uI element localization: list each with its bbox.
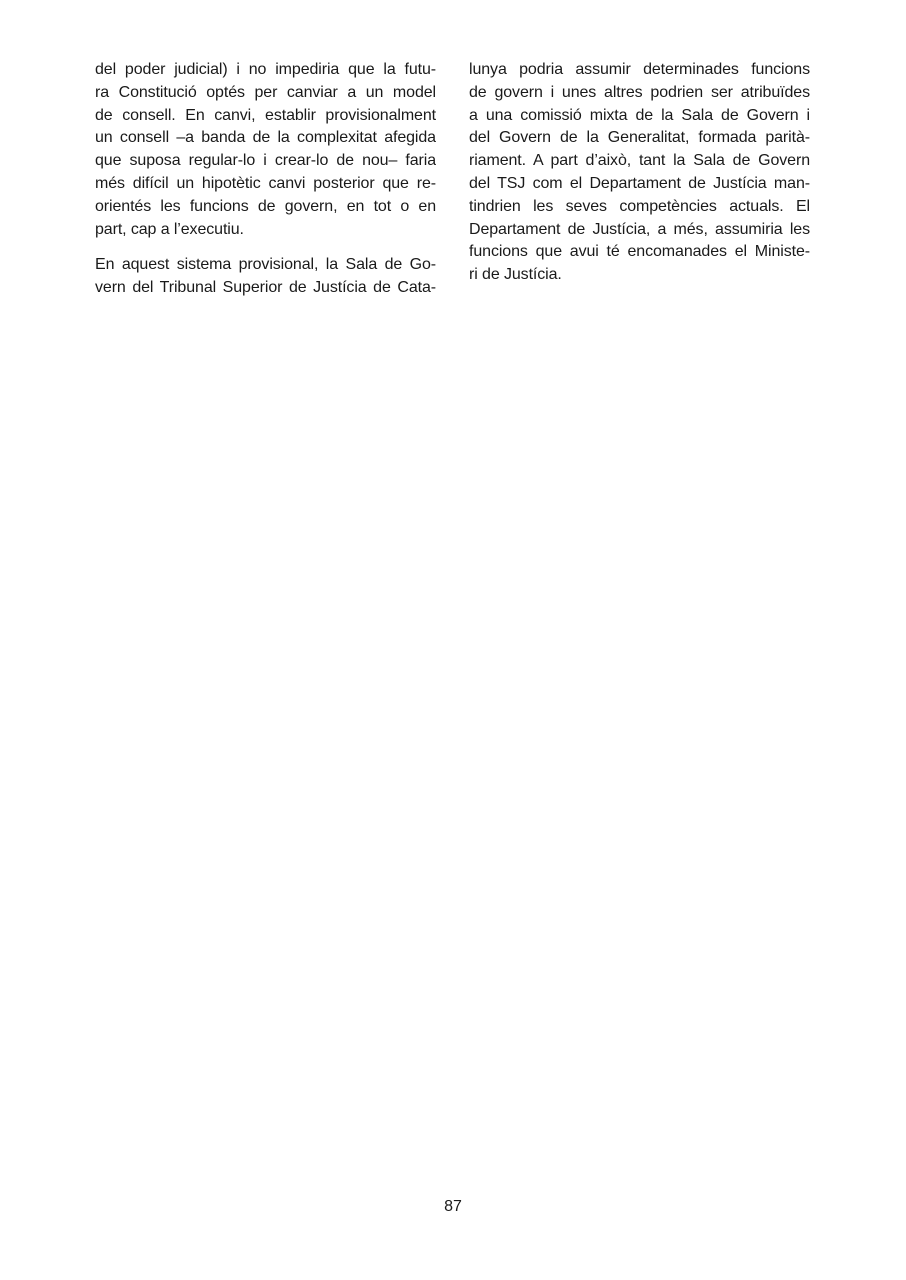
text-line: lunya podria assumir determinades funcions (469, 61, 810, 78)
text-line: del TSJ com el Departament de Justícia man- (469, 174, 810, 192)
text-line: riament. A part d’això, tant la Sala de Govern (469, 152, 810, 170)
paragraph (95, 254, 436, 300)
text-line: de consell. En canvi, establir provisionalment (95, 106, 436, 124)
text-line: ri de Justícia. (469, 266, 562, 284)
text-line: de govern i unes altres podrien ser atribuïdes (469, 83, 810, 101)
text-line: que suposa regular-lo i crear-lo de nou– faria (95, 152, 436, 170)
text-line: tindrien les seves competències actuals. El (469, 197, 810, 215)
text-line: del Govern de la Generalitat, formada parità- (469, 129, 810, 147)
text-line: a una comissió mixta de la Sala de Govern i (469, 106, 810, 124)
text-line: vern del Tribunal Superior de Justícia de Cata- (95, 278, 436, 296)
text-line: del poder judicial) i no impediria que la futu- (95, 61, 436, 78)
text-line: funcions que avui té encomanades el Ministe- (469, 243, 810, 261)
paragraph (469, 59, 810, 287)
right-column (469, 59, 810, 287)
paragraph-gap (95, 241, 436, 254)
text-line: part, cap a l’executiu. (95, 220, 244, 238)
text-line: un consell –a banda de la complexitat afegida (95, 129, 436, 147)
text-line: Departament de Justícia, a més, assumiria les (469, 220, 810, 238)
page-number: 87 (444, 1198, 462, 1215)
paragraph (95, 59, 436, 241)
text-line: més difícil un hipotètic canvi posterior que re- (95, 174, 436, 192)
text-line: orientés les funcions de govern, en tot o en (95, 197, 436, 215)
left-column (95, 59, 436, 299)
text-line: En aquest sistema provisional, la Sala de Go- (95, 255, 436, 273)
text-line: ra Constitució optés per canviar a un model (95, 83, 436, 101)
